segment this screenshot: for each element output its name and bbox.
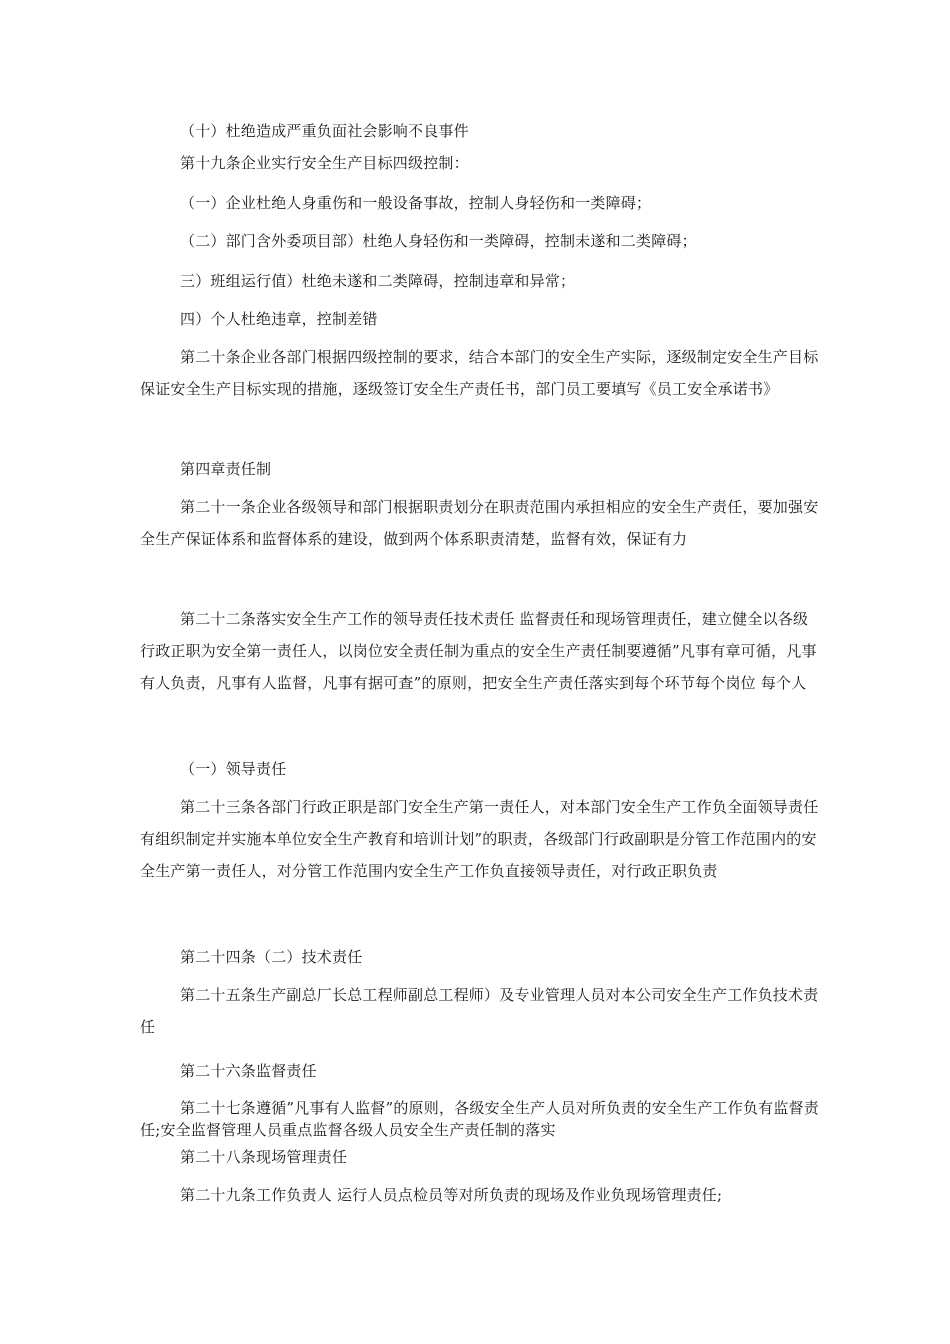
article-22: 第二十二条落实安全生产工作的领导责任技术责任 监督责任和现场管理责任，建立健全以各级行政正职为安全第一责任人，以岗位安全责任制为重点的安全生产责任制要遵循”凡事有章可循，凡事有人负责，凡事有人监督，凡事有据可查”的原则，把安全生产责任落实到每个环节每个岗位 每个人 bbox=[140, 610, 817, 692]
leadership-responsibility-heading: （一）领导责任 bbox=[180, 760, 287, 778]
control-level-1: （一）企业杜绝人身重伤和一般设备事故，控制人身轻伤和一类障碍； bbox=[180, 194, 652, 212]
article-20: 第二十条企业各部门根据四级控制的要求，结合本部门的安全生产实际，逐级制定安全生产目标 保证安全生产目标实现的措施，逐级签订安全生产责任书，部门员工要填写《员工安全承诺书》 bbox=[140, 348, 819, 398]
article-29: 第二十九条工作负责人 运行人员点检员等对所负责的现场及作业负现场管理责任; bbox=[180, 1186, 723, 1204]
control-level-2: （二）部门含外委项目部）杜绝人身轻伤和一类障碍，控制未遂和二类障碍； bbox=[180, 232, 697, 250]
paragraph-item-10: （十）杜绝造成严重负面社会影响不良事件 bbox=[180, 122, 469, 140]
chapter-4-heading: 第四章责任制 bbox=[180, 460, 272, 478]
article-23: 第二十三条各部门行政正职是部门安全生产第一责任人，对本部门安全生产工作负全面领导责任有组织制定并实施本单位安全生产教育和培训计划”的职责，各级部门行政副职是分管工作范围内的安全生产第一责任人，对分管工作范围内安全生产工作负直接领导责任，对行政正职负责 bbox=[140, 798, 819, 880]
article-27: 第二十七条遵循”凡事有人监督”的原则，各级安全生产人员对所负责的安全生产工作负有监督责任;安全监督管理人员重点监督各级人员安全生产责任制的落实 bbox=[140, 1099, 819, 1139]
article-26: 第二十六条监督责任 bbox=[180, 1062, 317, 1080]
article-24: 第二十四条（二）技术责任 bbox=[180, 948, 363, 966]
control-level-4: 四）个人杜绝违章，控制差错 bbox=[180, 310, 378, 328]
article-21: 第二十一条企业各级领导和部门根据职责划分在职责范围内承担相应的安全生产责任，要加强安全生产保证体系和监督体系的建设，做到两个体系职责清楚，监督有效，保证有力 bbox=[140, 498, 819, 548]
article-25: 第二十五条生产副总厂长总工程师副总工程师）及专业管理人员对本公司安全生产工作负技术责任 bbox=[140, 986, 819, 1036]
control-level-3: 三）班组运行值）杜绝未遂和二类障碍，控制违章和异常； bbox=[180, 272, 576, 290]
article-28: 第二十八条现场管理责任 bbox=[180, 1148, 348, 1166]
article-19: 第十九条企业实行安全生产目标四级控制： bbox=[180, 154, 469, 172]
